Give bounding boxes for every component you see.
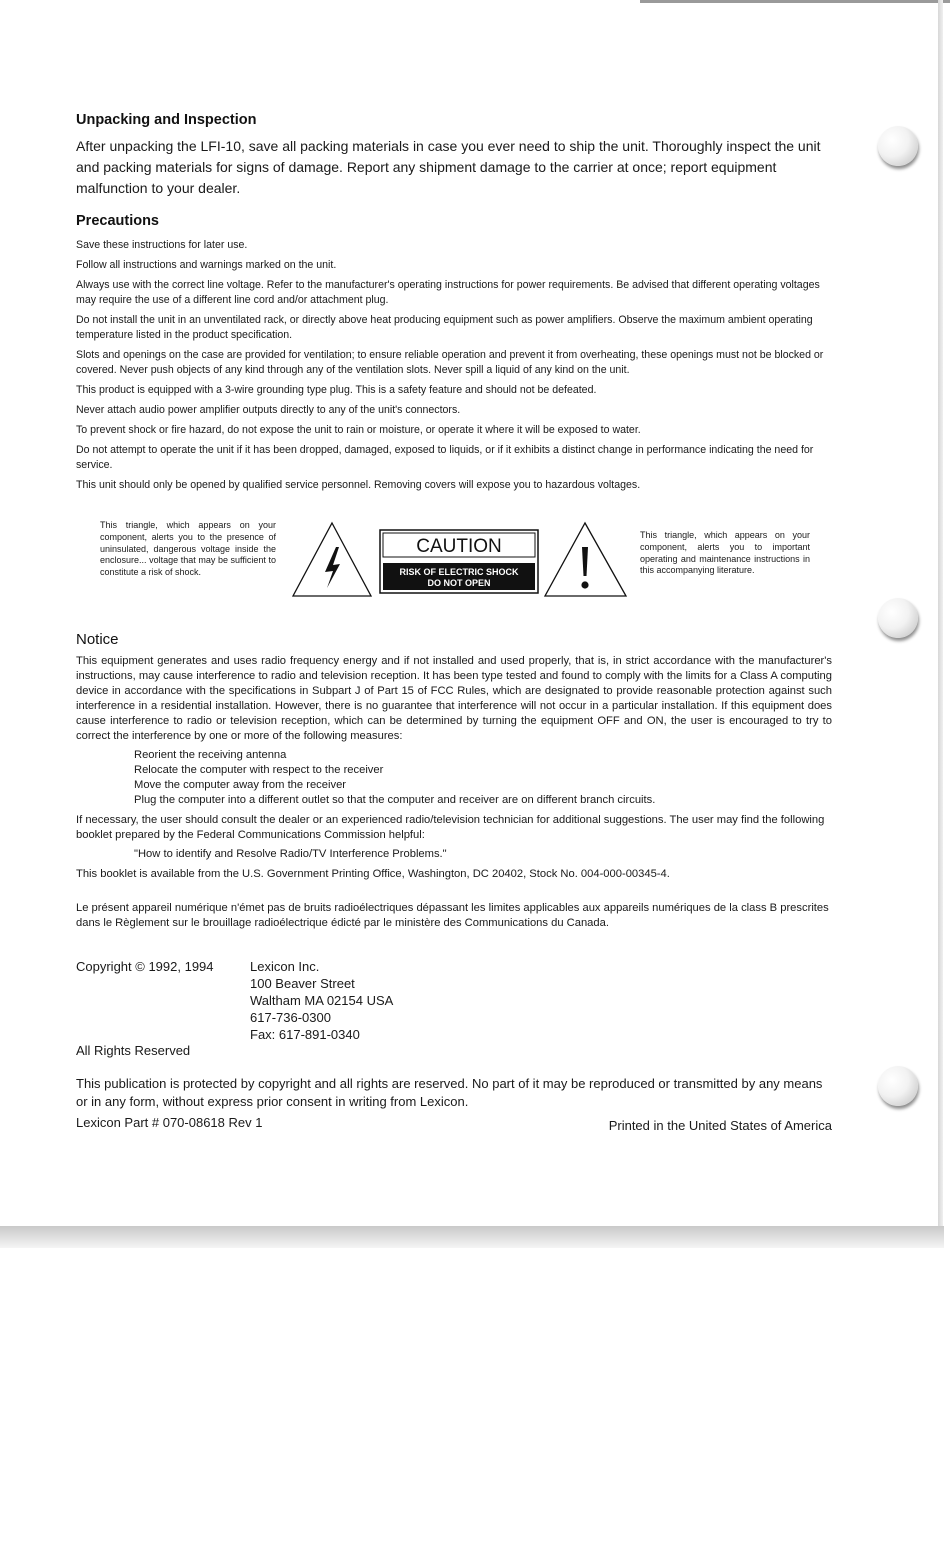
- precaution-item: Always use with the correct line voltage. Refer to the manufacturer's operating instructions for power requirements. Be advised that different operating voltages may require the use of a different line cord and/or attachment plug.: [76, 279, 820, 306]
- unpacking-heading: Unpacking and Inspection: [76, 112, 257, 128]
- booklet-availability: This booklet is available from the U.S. Government Printing Office, Washington, DC 20402, Stock No. 004-000-00345-4.: [76, 868, 670, 880]
- shock-label-line1: RISK OF ELECTRIC SHOCK: [399, 567, 519, 577]
- company-address: [250, 958, 393, 1043]
- rights-reserved: All Rights Reserved: [76, 1043, 191, 1058]
- exclamation-triangle-icon: [545, 523, 626, 596]
- precaution-item: Slots and openings on the case are provided for ventilation; to ensure reliable operation and prevent it from overheating, these openings must not be blocked or covered. Never push objects of any kind through any of the ventilation slots. Never spill a liquid of any kind on the unit.: [76, 349, 824, 376]
- caution-graphic: [292, 520, 628, 600]
- notice-text: This equipment generates and uses radio frequency energy and if not installed and used properly, that is, in strict accordance with the manufacturer's instructions, may cause interference to radio and television reception. It has been type tested and found to comply with the limits for a Class A computing device in accordance with the specifications in Subpart J of Part 15 of FCC Rules, which are designated to provide reasonable protection against such interference in a residential installation. However, there is no guarantee that interference will not occur in a particular installation. If this equipment does cause interference to radio or television reception, which can be determined by turning the equipment OFF and ON, the user is encouraged to try to correct the interference by one or more of the following measures:: [76, 655, 832, 742]
- page-top-edge: [640, 0, 950, 3]
- precautions-heading: Precautions: [76, 213, 159, 229]
- precaution-item: This unit should only be opened by qualified service personnel. Removing covers will expose you to hazardous voltages.: [76, 479, 641, 491]
- measure-item: Relocate the computer with respect to the receiver: [134, 764, 384, 776]
- binder-hole-bottom: [878, 1066, 918, 1106]
- interference-measures-list: [134, 748, 655, 808]
- page-bottom-shadow: [0, 1226, 944, 1248]
- page-right-edge: [938, 0, 943, 1248]
- warning-symbols-row: [100, 520, 820, 600]
- company-city: Waltham MA 02154 USA: [250, 993, 394, 1008]
- precaution-item: Do not attempt to operate the unit if it has been dropped, damaged, exposed to liquids, or if it exhibits a distinct change in performance indicating the need for service.: [76, 444, 814, 471]
- consult-text: If necessary, the user should consult the dealer or an experienced radio/television technician for additional suggestions. The user may find the following booklet prepared by the Federal Communications Commission helpful:: [76, 814, 825, 841]
- copyright-protection-text: This publication is protected by copyright and all rights are reserved. No part of it may be reproduced or transmitted by any means or in any form, without express prior consent in writing from Lexicon.: [76, 1076, 823, 1109]
- part-number: Lexicon Part # 070-08618 Rev 1: [76, 1115, 263, 1130]
- binder-hole-middle: [878, 598, 918, 638]
- company-street: 100 Beaver Street: [250, 976, 355, 991]
- precaution-item: Follow all instructions and warnings marked on the unit.: [76, 259, 337, 271]
- precautions-list: [76, 238, 832, 498]
- precaution-item: Save these instructions for later use.: [76, 239, 248, 251]
- measure-item: Move the computer away from the receiver: [134, 779, 347, 791]
- precaution-item: This product is equipped with a 3-wire grounding type plug. This is a safety feature and should not be defeated.: [76, 384, 597, 396]
- printed-in-label: Printed in the United States of America: [608, 1118, 832, 1133]
- shock-label-line2: DO NOT OPEN: [427, 578, 491, 588]
- notice-heading: Notice: [76, 631, 119, 648]
- measure-item: Reorient the receiving antenna: [134, 749, 287, 761]
- copyright-label: Copyright © 1992, 1994: [76, 959, 214, 974]
- binder-hole-top: [878, 126, 918, 166]
- precaution-item: Do not install the unit in an unventilated rack, or directly above heat producing equipment such as power amplifiers. Observe the maximum ambient operating temperature listed in the product specification.: [76, 314, 813, 341]
- lightning-triangle-icon: [293, 523, 371, 596]
- measure-item: Plug the computer into a different outlet so that the computer and receiver are on different branch circuits.: [134, 794, 656, 806]
- shock-warning-text: This triangle, which appears on your component, alerts you to the presence of uninsulated, dangerous voltage inside the enclosure... voltage that may be sufficient to constitute a risk of shock.: [100, 520, 276, 578]
- company-phone: 617-736-0300: [250, 1010, 331, 1025]
- company-fax: Fax: 617-891-0340: [250, 1027, 360, 1042]
- maintenance-warning-text: This triangle, which appears on your component, alerts you to important operating and maintenance instructions in this accompanying literature.: [640, 530, 810, 576]
- booklet-title: "How to identify and Resolve Radio/TV Interference Problems.": [134, 848, 447, 860]
- unpacking-text: After unpacking the LFI-10, save all packing materials in case you ever need to ship the unit. Thoroughly inspect the unit and packing materials for signs of damage. Report any shipment damage to the carrier at once; report equipment malfunction to your dealer.: [76, 138, 821, 196]
- caution-box: [380, 530, 538, 593]
- precaution-item: To prevent shock or fire hazard, do not expose the unit to rain or moisture, or operate it where it will be exposed to water.: [76, 424, 641, 436]
- caution-label: CAUTION: [416, 536, 502, 557]
- canada-compliance-text: Le présent appareil numérique n'émet pas de bruits radioélectriques dépassant les limites applicables aux appareils numériques de la class B prescrites dans le Règlement sur le brouillage radioélectrique édicté par le ministère des Communications du Canada.: [76, 902, 829, 929]
- company-name: Lexicon Inc.: [250, 959, 320, 974]
- precaution-item: Never attach audio power amplifier outputs directly to any of the unit's connectors.: [76, 404, 461, 416]
